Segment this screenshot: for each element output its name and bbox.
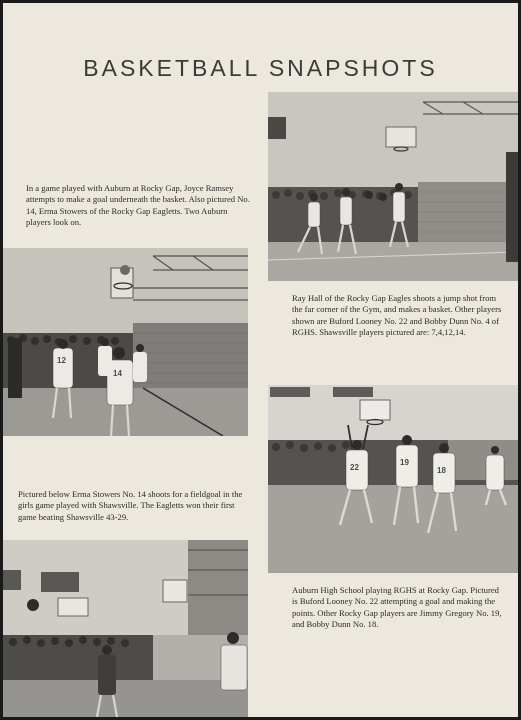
jersey-number-18: 18 [437, 466, 446, 475]
page-title: BASKETBALL SNAPSHOTS [83, 55, 438, 81]
jersey-number-22: 22 [350, 463, 359, 472]
photo-boys-jump-shot-image [268, 92, 518, 281]
jersey-number-12: 12 [57, 356, 66, 365]
caption-stowers-fieldgoal: Pictured below Erma Stowers No. 14 shoots for a fieldgoal in the girls game played with Shawsville. The Eagletts won their first game beating Shawsville 43-29. [18, 489, 243, 522]
photo-girls-game-auburn [3, 248, 248, 436]
caption-hall-jump-shot: Ray Hall of the Rocky Gap Eagles shoots a jump shot from the far corner of the Gym, and makes a basket. Other players shown are Buford Looney No. 22 and Bobby Dunn No. 4 of RGHS. Shawsville players pictured are: 7,4,12,14. [292, 293, 502, 338]
photo-auburn-vs-rghs [268, 385, 518, 573]
jersey-number-14: 14 [113, 369, 122, 378]
caption-ramsey-goal: In a game played with Auburn at Rocky Gap, Joyce Ramsey attempts to make a goal underneath the basket. Also pictured No. 14, Erma Stowers of the Rocky Gap Eagletts. Two Auburn players look on. [26, 183, 250, 228]
photo-auburn-vs-rghs-image [268, 385, 518, 573]
photo-boys-jump-shot [268, 92, 518, 281]
caption-auburn-rghs: Auburn High School playing RGHS at Rocky Gap. Pictured is Buford Looney No. 22 attempting a goal and making the points. Other Rocky Gap players are Jimmy Gregory No. 19, and Bobby Dunn No. 18. [292, 585, 502, 630]
photo-girls-game-auburn-image [3, 248, 248, 436]
yearbook-page [3, 3, 518, 717]
photo-girls-game-shawsville-image [3, 540, 248, 717]
jersey-number-19: 19 [400, 458, 409, 467]
photo-girls-game-shawsville [3, 540, 248, 717]
